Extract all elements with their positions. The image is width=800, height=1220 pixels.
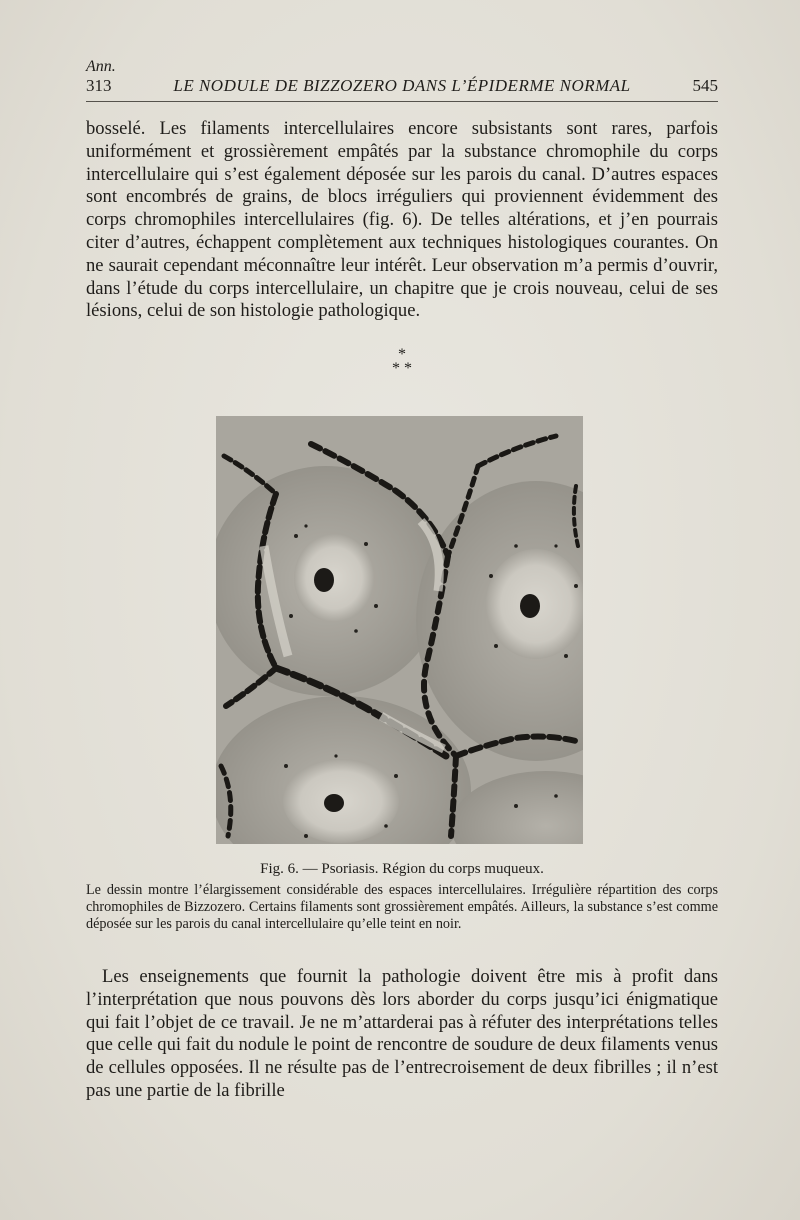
nucleus-halo-1 (294, 534, 374, 622)
volume-number: 313 (86, 76, 112, 95)
journal-abbreviation: Ann. (86, 58, 116, 75)
paragraph-1-text: bosselé. Les filaments intercellulaires encore subsistants sont rares, parfois uniformément et grossièrement empâtés par la substance chromophile du corps intercellulaire qui s’est également déposée sur les parois du canal. D’autres espaces sont encombrés de grains, de blocs irréguliers qui proviennent évidemment des corps chromophiles intercellulaires (fig. 6). De telles altérations, et j’en pourrais citer d’autres, échappent complètement aux techniques histologiques courantes. On ne saurait cependant méconnaître leur intérêt. Leur observation m’a permis d’ouvrir, dans l’étude du corps intercellulaire, un chapitre que je crois nouveau, celui de ses lésions, celui de son histologie pathologique. (86, 118, 718, 322)
running-head (86, 58, 718, 96)
paragraph-1 (86, 118, 718, 323)
section-asterism (86, 348, 718, 376)
nucleolus-3 (324, 794, 344, 812)
paragraph-2-text: Les enseignements que fournit la pathologie doivent être mis à profit dans l’interprétation que nous pouvons dès lors aborder du corps jusqu’ici énigmatique qui fait l’objet de ce travail. Je ne m’attarderai pas à réfuter des interprétations telles que celle qui fait du nodule le point de rencontre de soudure de deux filaments venus de cellules opposées. Il ne résulte pas de l’entrecroisement de deux fibrilles ; il n’est pas une partie de la fibrille (86, 966, 718, 1101)
figure-title: — Psoriasis. Région du corps muqueux. (302, 861, 544, 877)
asterism-bottom: * * (392, 360, 412, 377)
header-row (86, 76, 718, 96)
figure-caption-title (86, 860, 718, 878)
psoriasis-micrograph (216, 416, 583, 844)
micrograph-figure (216, 416, 583, 844)
nucleolus-1 (314, 568, 334, 592)
figure-label: Fig. 6. (260, 861, 299, 877)
page-number: 545 (692, 76, 718, 95)
running-title: LE NODULE DE BIZZOZERO DANS L’ÉPIDERME NORMAL (173, 76, 631, 95)
figure-caption: Le dessin montre l’élargissement considérable des espaces intercellulaires. Irrégulière répartition des corps chromophiles de Bizzozero. Certains filaments sont grossièrement empâtés. Ailleurs, la substance s’est comme déposée sur les parois du canal intercellulaire qu’elle teint en noir. (86, 882, 718, 932)
paragraph-2 (86, 966, 718, 1103)
asterism-top: * (398, 346, 406, 363)
nucleolus-2 (520, 594, 540, 618)
header-rule (86, 101, 718, 102)
